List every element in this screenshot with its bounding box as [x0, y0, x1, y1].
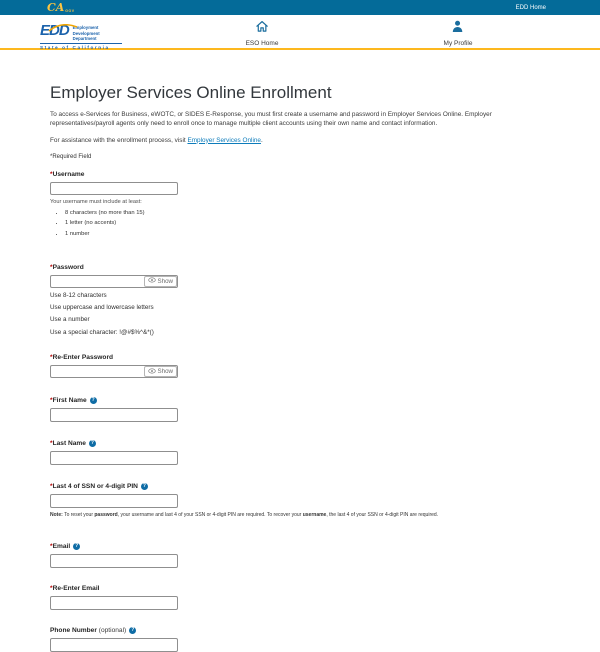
first-name-label: *First Name ?	[50, 397, 95, 405]
nav-my-profile-label: My Profile	[443, 40, 473, 47]
username-hint-list	[65, 210, 550, 237]
reenter-password-group	[50, 354, 550, 378]
nav-eso-home-label: ESO Home	[245, 40, 279, 47]
username-input[interactable]	[50, 182, 178, 195]
reenter-email-input[interactable]	[50, 596, 178, 610]
person-icon	[452, 20, 464, 38]
required-asterisk: *	[50, 585, 53, 593]
last-name-group	[50, 440, 550, 465]
username-hint-item: • 8 characters (no more than 15)	[65, 210, 550, 216]
reenter-password-label: *Re-Enter Password	[50, 354, 114, 362]
help-icon[interactable]: ?	[90, 440, 94, 447]
password-hint: Use a number	[50, 316, 90, 324]
email-input[interactable]	[50, 554, 178, 568]
edd-home-link[interactable]: EDD Home	[515, 4, 546, 11]
show-reenter-password-button[interactable]: Show	[144, 366, 177, 377]
help-icon[interactable]: ?	[91, 397, 95, 404]
required-asterisk: *	[50, 397, 53, 405]
username-hint-title: Your username must include at least:	[50, 198, 142, 205]
ca-gov-logo-text: CA	[47, 1, 65, 14]
reenter-email-label: *Re-Enter Email	[50, 585, 100, 593]
eye-icon	[148, 277, 156, 285]
edd-logo[interactable]	[40, 19, 122, 50]
first-name-group	[50, 397, 550, 422]
email-label: *Email ?	[50, 543, 79, 551]
ca-gov-logo-subtext: GOV	[65, 9, 75, 13]
nav-eso-home[interactable]	[246, 20, 279, 47]
ssn-pin-group	[50, 483, 550, 518]
username-hint-item: • 1 number	[65, 231, 550, 237]
help-icon[interactable]: ?	[75, 543, 79, 550]
first-name-input[interactable]	[50, 408, 178, 422]
required-asterisk: *	[50, 543, 53, 551]
edd-swoosh-icon	[48, 19, 78, 37]
page-title: Employer Services Online Enrollment	[50, 83, 332, 102]
password-label: *Password	[50, 263, 84, 271]
show-password-button[interactable]: Show	[144, 276, 177, 287]
ssn-pin-label: *Last 4 of SSN or 4-digit PIN ?	[50, 483, 146, 491]
username-label: *Username	[50, 170, 85, 178]
last-name-input[interactable]	[50, 451, 178, 465]
ssn-pin-input[interactable]	[50, 494, 178, 508]
password-hint: Use a special character: !@#$%^&*()	[50, 328, 154, 336]
edd-logo-name: Employment Development Department	[72, 25, 100, 42]
required-asterisk: *	[50, 354, 53, 362]
edd-logo-acronym: EDD	[40, 22, 69, 39]
phone-label: Phone Number (optional) ?	[50, 627, 135, 635]
password-group	[50, 264, 550, 338]
email-group	[50, 543, 550, 568]
username-group	[50, 171, 550, 237]
ca-gov-logo[interactable]	[47, 0, 75, 15]
nav-my-profile[interactable]	[444, 20, 473, 47]
phone-input[interactable]	[50, 638, 178, 652]
assistance-text: For assistance with the enrollment process, visit Employer Services Online.	[50, 136, 263, 144]
help-icon[interactable]: ?	[142, 483, 146, 490]
username-hint-item: • 1 letter (no accents)	[65, 220, 550, 226]
topbar	[0, 0, 600, 15]
main-content	[0, 83, 600, 652]
help-icon[interactable]: ?	[131, 627, 135, 634]
employer-services-online-link[interactable]: Employer Services Online	[187, 136, 261, 144]
required-asterisk: *	[50, 483, 53, 491]
site-header	[0, 15, 600, 50]
phone-group	[50, 627, 550, 652]
last-name-label: *Last Name ?	[50, 440, 94, 448]
edd-logo-tagline: State of California	[40, 43, 122, 50]
required-field-note: *Required Field	[50, 153, 92, 160]
required-asterisk: *	[50, 440, 53, 448]
required-asterisk: *	[50, 263, 53, 271]
eye-icon	[148, 368, 156, 376]
password-hint: Use uppercase and lowercase letters	[50, 304, 154, 311]
ssn-pin-note: Note: To reset your password, your username and last 4 of your SSN or 4-digit PIN are required. To recover your username, the last 4 of your SSN or 4-digit PIN are required.	[50, 512, 439, 519]
password-hint: Use 8-12 characters	[50, 291, 107, 299]
home-icon	[256, 20, 269, 38]
required-asterisk: *	[50, 170, 53, 178]
intro-text: To access e-Services for Business, eWOTC, or SIDES E-Response, you must first create a username and password in Employer Services Online. Employer representatives/payroll agents only need to enroll once to manage multiple client accounts using their own name and contact information.	[50, 111, 492, 128]
reenter-email-group	[50, 585, 550, 610]
